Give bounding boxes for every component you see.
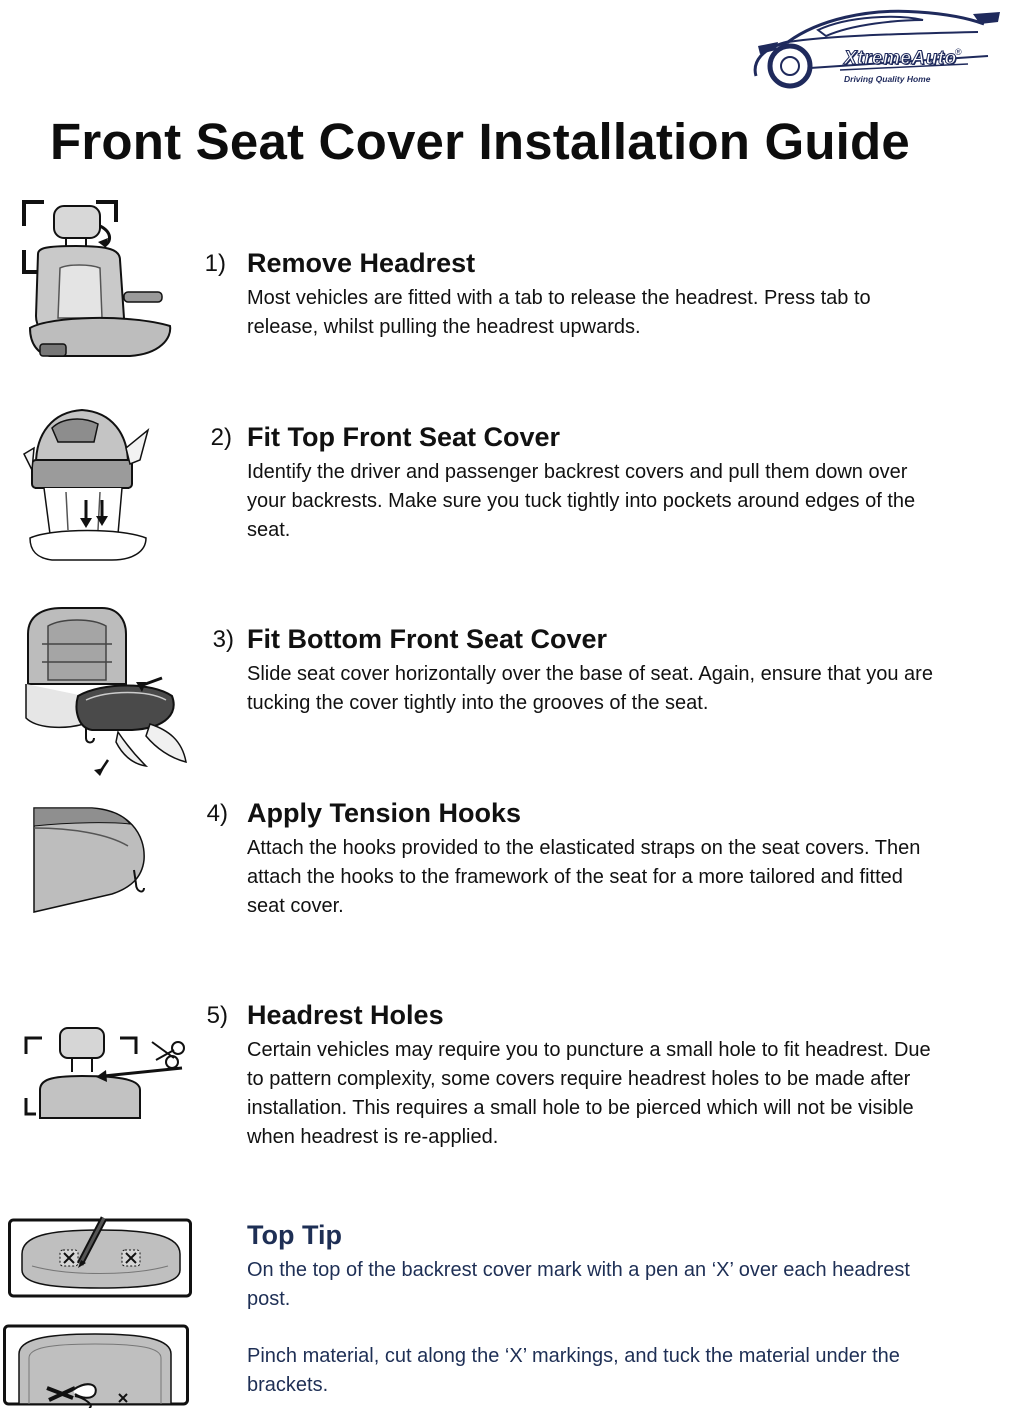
- step-1-text: Most vehicles are fitted with a tab to release the headrest. Press tab to release, whilst pulling the headrest upwards.: [247, 287, 871, 338]
- tension-hook-icon: [32, 804, 152, 916]
- step-3-number: 3): [212, 626, 234, 653]
- tip-text-2: Pinch material, cut along the ‘X’ markings, and tuck the material under the brackets.: [247, 1345, 900, 1396]
- brand-logo: [748, 6, 1010, 92]
- step-4-heading: Apply Tension Hooks: [247, 798, 522, 828]
- registered-mark: ®: [955, 47, 962, 57]
- tip-text-1: On the top of the backrest cover mark with a pen an ‘X’ over each headrest post.: [247, 1259, 910, 1310]
- step-4-number: 4): [206, 800, 228, 827]
- step-5-text: Certain vehicles may require you to puncture a small hole to fit headrest. Due to pattern complexity, some covers require headrest holes to be made after installation. This requires a small hole to be pierced which will not be visible when headrest is re-applied.: [247, 1039, 931, 1148]
- step-5-heading: Headrest Holes: [247, 1000, 444, 1030]
- step-5-number: 5): [206, 1002, 228, 1029]
- pen-marking-icon: [8, 1214, 192, 1298]
- scissors-cutting-icon: [3, 1324, 189, 1408]
- headrest-hole-scissors-icon: [22, 1020, 192, 1120]
- tip-heading: Top Tip: [247, 1220, 342, 1250]
- step-2-number: 2): [210, 424, 232, 451]
- step-1-heading: Remove Headrest: [247, 248, 476, 278]
- step-4-text: Attach the hooks provided to the elasticated straps on the seat covers. Then attach the hooks to the framework of the seat for a more tailored and fitted seat cover.: [247, 837, 921, 917]
- step-3-text: Slide seat cover horizontally over the base of seat. Again, ensure that you are tucking the cover tightly into the grooves of the seat.: [247, 663, 933, 714]
- seat-headrest-removal-icon: [20, 198, 190, 368]
- step-3-heading: Fit Bottom Front Seat Cover: [247, 624, 608, 654]
- page-title: Front Seat Cover Installation Guide: [50, 113, 910, 170]
- brand-name: XtremeAuto: [844, 48, 957, 69]
- seat-base-cover-icon: [22, 604, 192, 780]
- brand-tagline: Driving Quality Home: [844, 74, 931, 84]
- step-2-heading: Fit Top Front Seat Cover: [247, 422, 561, 452]
- step-1-number: 1): [204, 250, 226, 277]
- step-2-text: Identify the driver and passenger backrest covers and pull them down over your backrests. Make sure you tuck tightly into pockets around edges of the seat.: [247, 461, 916, 541]
- backrest-cover-icon: [22, 404, 152, 566]
